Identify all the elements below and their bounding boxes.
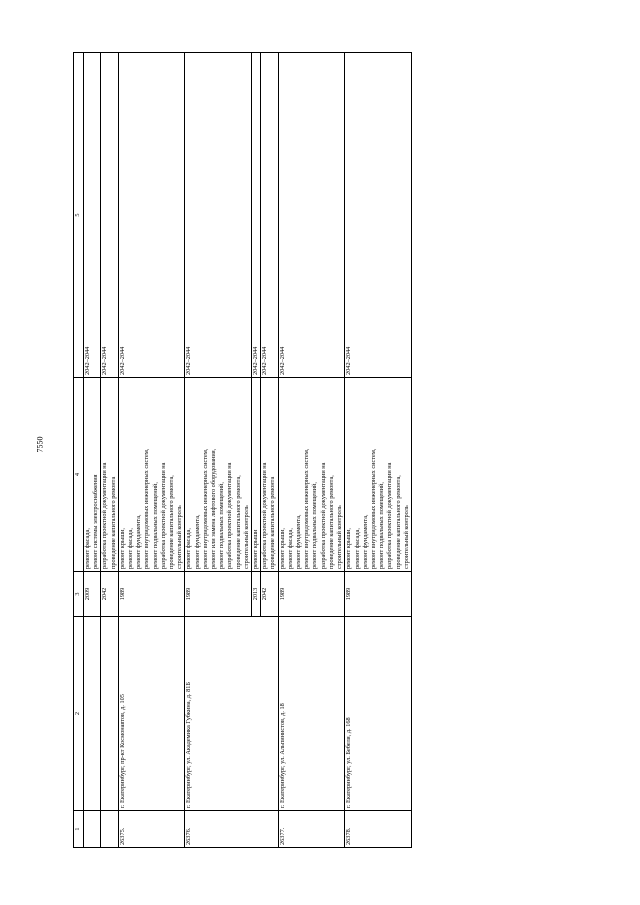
work-list (84, 378, 101, 572)
work-item: проведение капитального ремонта (109, 476, 117, 569)
work-item: ремонт крыши, (345, 527, 353, 569)
table-row (118, 53, 185, 848)
header-col-3: 3 (74, 572, 84, 617)
item-number (101, 811, 118, 848)
item-address: г. Екатеринбург, пр-кт Космонавтов, д. 105 (118, 617, 185, 811)
table-row (345, 53, 412, 848)
work-item: ремонт фасада, (353, 528, 361, 569)
work-item: строительный контроль (402, 505, 410, 569)
period-value: 2042–2044 (101, 53, 118, 378)
work-item: ремонт или замена лифтового оборудования, (210, 448, 218, 569)
work-item: проведение капитального ремонта, (327, 475, 335, 569)
work-list (101, 378, 118, 572)
work-item: разработка проектной документации на (319, 462, 327, 569)
work-item: строительный контроль (242, 505, 250, 569)
work-item: ремонт фундамента, (295, 514, 303, 569)
work-item: ремонт крыши, (118, 527, 126, 569)
item-number: 26376. (185, 811, 278, 848)
work-item: ремонт подвальных помещений, (218, 482, 226, 569)
item-address (101, 617, 118, 811)
period-value: 2042–2044 (84, 53, 101, 378)
year-value: 1989 (118, 572, 185, 617)
work-item: разработка проектной документации на (386, 462, 394, 569)
work-item: проведение капитального ремонта, (234, 475, 242, 569)
item-number: 26375. (118, 811, 185, 848)
work-list (278, 378, 345, 572)
work-item: проведение капитального ремонта, (168, 475, 176, 569)
work-item: разработка проектной документации на (226, 462, 234, 569)
item-number (84, 811, 101, 848)
repair-schedule-table (73, 52, 412, 848)
table-row (185, 53, 252, 848)
header-col-5: 5 (74, 53, 84, 378)
work-item: ремонт внутридомовых инженерных систем, (201, 448, 209, 569)
rotated-page-content (73, 78, 618, 848)
work-item: ремонт крыши (252, 529, 260, 569)
work-item: строительный контроль (336, 505, 344, 569)
header-col-4: 4 (74, 378, 84, 572)
period-value: 2042–2044 (261, 53, 278, 378)
work-list (185, 378, 252, 572)
work-list (261, 378, 278, 572)
item-number: 26377. (278, 811, 345, 848)
table-header-row (74, 53, 84, 848)
work-item: ремонт системы электроснабжения (92, 474, 100, 569)
year-value: 2042 (261, 572, 278, 617)
year-value: 2042 (101, 572, 118, 617)
year-value: 2013 (252, 572, 261, 617)
item-number: 26378. (345, 811, 412, 848)
header-col-1: 1 (74, 811, 84, 848)
work-item: ремонт фундамента, (193, 514, 201, 569)
work-list (345, 378, 412, 572)
table-row (278, 53, 345, 848)
work-item: разработка проектной документации на (261, 462, 269, 569)
table-body (84, 53, 412, 848)
work-item: проведение капитального ремонта (269, 476, 277, 569)
work-item: ремонт подвальных помещений, (151, 482, 159, 569)
work-item: ремонт подвальных помещений, (378, 482, 386, 569)
period-value: 2042–2044 (118, 53, 185, 378)
year-value: 1989 (185, 572, 252, 617)
work-item: ремонт крыши, (278, 527, 286, 569)
work-item: строительный контроль (176, 505, 184, 569)
item-address: г. Екатеринбург, ул. Академика Губкина, д. 81Б (185, 617, 278, 811)
item-address: г. Екатеринбург, ул. Бебеля, д. 168 (345, 617, 412, 811)
item-address: г. Екатеринбург, ул. Альпинистов, д. 18 (278, 617, 345, 811)
table-row (84, 53, 101, 848)
work-item: ремонт фасада, (127, 528, 135, 569)
year-value: 2009 (84, 572, 101, 617)
work-item: ремонт фасада, (84, 528, 91, 569)
table-row (101, 53, 118, 848)
work-item: ремонт фундамента, (135, 514, 143, 569)
period-value: 2042–2044 (345, 53, 412, 378)
work-item: разработка проектной документации на (159, 462, 167, 569)
period-value: 2042–2044 (185, 53, 252, 378)
page-number: 7550 (35, 436, 45, 453)
year-value: 1989 (278, 572, 345, 617)
work-item: ремонт фасада, (286, 528, 294, 569)
work-item: ремонт внутридомовых инженерных систем, (369, 448, 377, 569)
work-item: ремонт подвальных помещений, (311, 482, 319, 569)
header-col-2: 2 (74, 617, 84, 811)
work-list (252, 378, 261, 572)
work-item: ремонт фундамента, (361, 514, 369, 569)
work-item: ремонт внутридомовых инженерных систем, (143, 448, 151, 569)
period-value: 2042–2044 (252, 53, 261, 378)
year-value: 1989 (345, 572, 412, 617)
work-item: ремонт внутридомовых инженерных систем, (303, 448, 311, 569)
work-list (118, 378, 185, 572)
work-item: проведение капитального ремонта, (394, 475, 402, 569)
work-item: разработка проектной документации на (101, 462, 109, 569)
period-value: 2042–2044 (278, 53, 345, 378)
item-address (84, 617, 101, 811)
work-item: ремонт фасада, (185, 528, 193, 569)
